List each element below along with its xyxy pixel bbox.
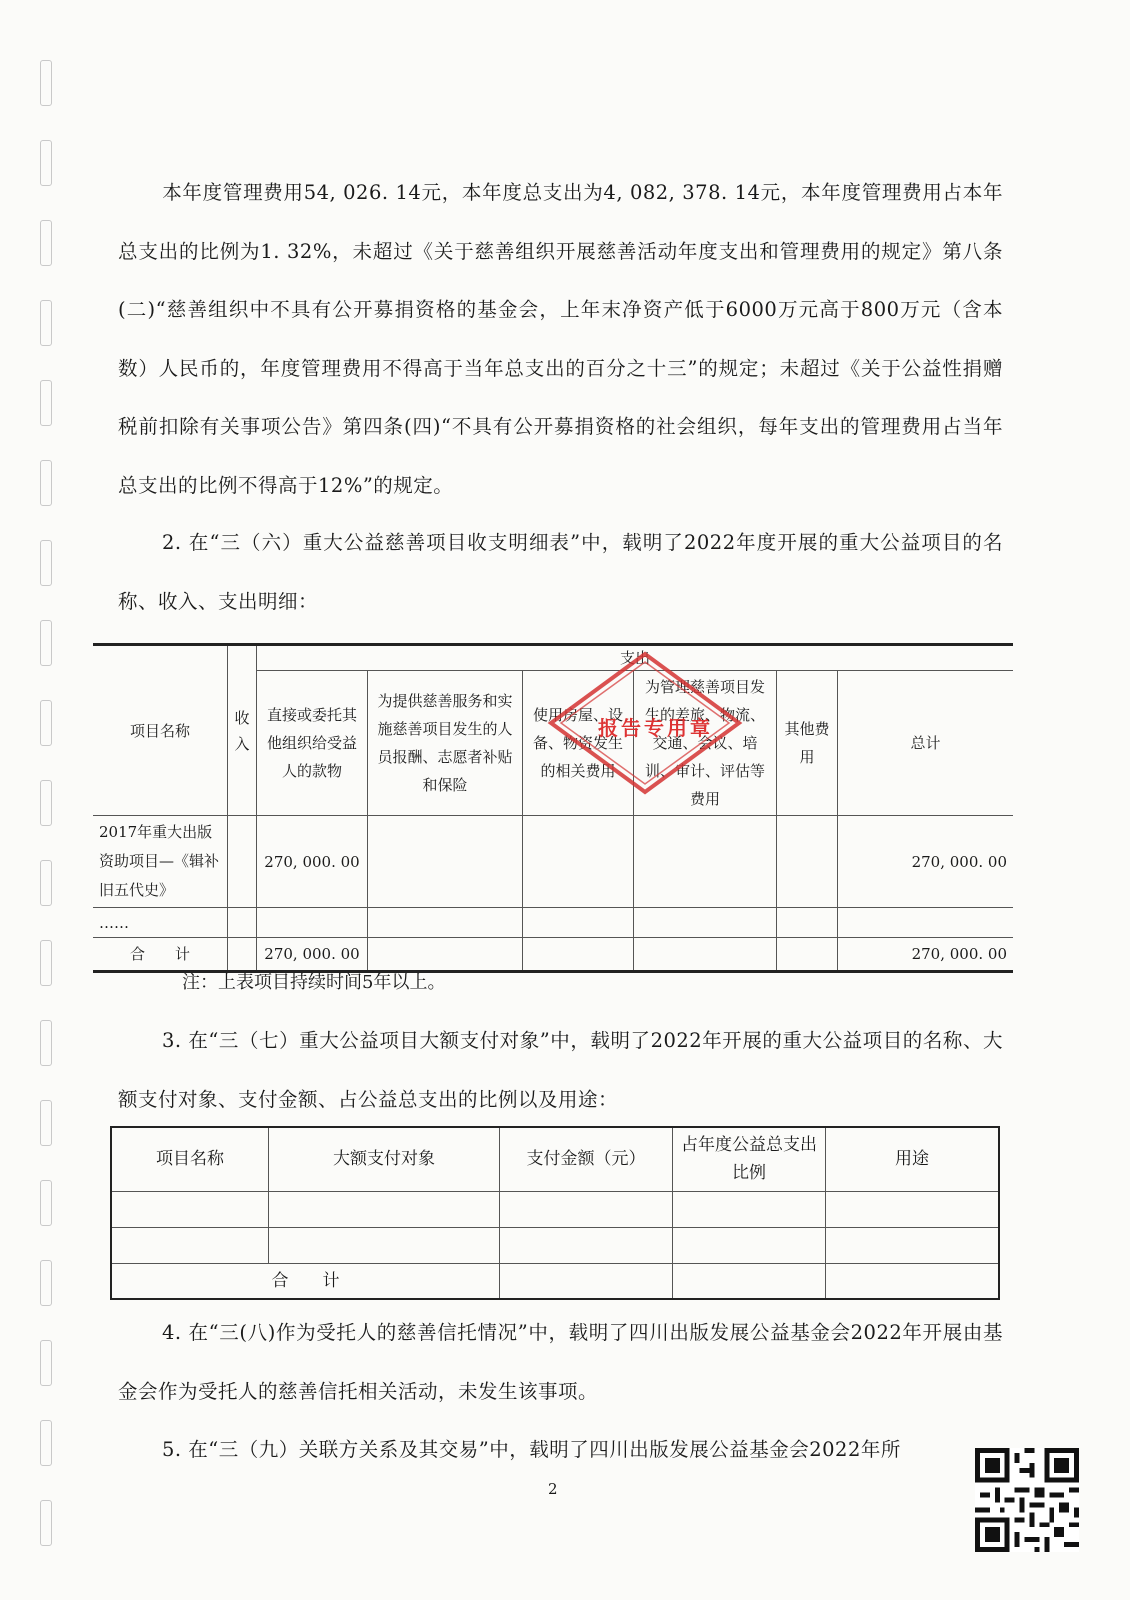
paragraph-management-fee: 本年度管理费用54, 026. 14元，本年度总支出为4, 082, 378. 14元，本年度管理费用占本年总支出的比例为1. 32%，未超过《关于慈善组织开展慈善活动年度支出和管理费用的规定》第八条(二)“慈善组织中不具有公开募捐资格的基金会，上年末净资产低于6000万元高于800万元（含本数）人民币的，年度管理费用不得高于当年总支出的百分之十三”的规定；未超过《关于公益性捐赠税前扣除有关事项公告》第四条(四)“不具有公开募捐资格的社会组织，每年支出的管理费用占当年总支出的比例不得高于12%”的规定。	[118, 181, 1003, 497]
header-direct-grants: 直接或委托其他组织给受益人的款物	[257, 671, 368, 816]
table-sum-row: 合 计 270, 000. 00 270, 000. 00	[93, 938, 1013, 972]
paragraph-related-party: 5. 在“三（九）关联方关系及其交易”中，载明了四川出版发展公益基金会2022年所	[162, 1438, 901, 1461]
table-sum-row: 合 计	[111, 1263, 999, 1299]
table-row: 2017年重大出版资助项目—《辑补旧五代史》 270, 000. 00 270, 000. 00	[93, 816, 1013, 908]
header-personnel: 为提供慈善服务和实施慈善项目发生的人员报酬、志愿者补贴和保险	[368, 671, 523, 816]
table-row	[111, 1227, 999, 1263]
qr-code	[975, 1448, 1079, 1552]
header-amount: 支付金额（元）	[500, 1127, 673, 1191]
header-other: 其他费用	[777, 671, 838, 816]
major-project-income-expense-table	[93, 643, 1013, 973]
header-project-name: 项目名称	[111, 1127, 269, 1191]
large-payment-table	[110, 1126, 1000, 1300]
seal-text: 报告专用章	[598, 716, 713, 740]
paragraph-charitable-trust: 4. 在“三(八)作为受托人的慈善信托情况”中，载明了四川出版发展公益基金会2022年开展由基金会作为受托人的慈善信托相关活动，未发生该事项。	[118, 1321, 1003, 1403]
header-project-name: 项目名称	[93, 645, 228, 816]
header-expense: 支出	[257, 645, 1014, 671]
page-number: 2	[548, 1480, 558, 1498]
header-income: 收入	[228, 645, 257, 816]
header-payee: 大额支付对象	[269, 1127, 500, 1191]
binding-holes	[40, 60, 54, 1560]
header-usage: 用途	[826, 1127, 1000, 1191]
paragraph-major-projects: 2. 在“三（六）重大公益慈善项目收支明细表”中，载明了2022年度开展的重大公益项目的名称、收入、支出明细：	[118, 531, 1003, 613]
table-row: ……	[93, 908, 1013, 938]
table-row	[111, 1191, 999, 1227]
header-facilities: 使用房屋、设备、物资发生的相关费用	[523, 671, 634, 816]
header-ratio: 占年度公益总支出比例	[673, 1127, 826, 1191]
header-admin-costs: 为管理慈善项目发生的差旅、物流、交通、会议、培训、审计、评估等费用	[634, 671, 777, 816]
paragraph-large-payments: 3. 在“三（七）重大公益项目大额支付对象”中，载明了2022年开展的重大公益项目的名称、大额支付对象、支付金额、占公益总支出的比例以及用途：	[118, 1029, 1003, 1111]
table-note: 注：上表项目持续时间5年以上。	[182, 972, 446, 993]
header-total: 总计	[838, 671, 1014, 816]
